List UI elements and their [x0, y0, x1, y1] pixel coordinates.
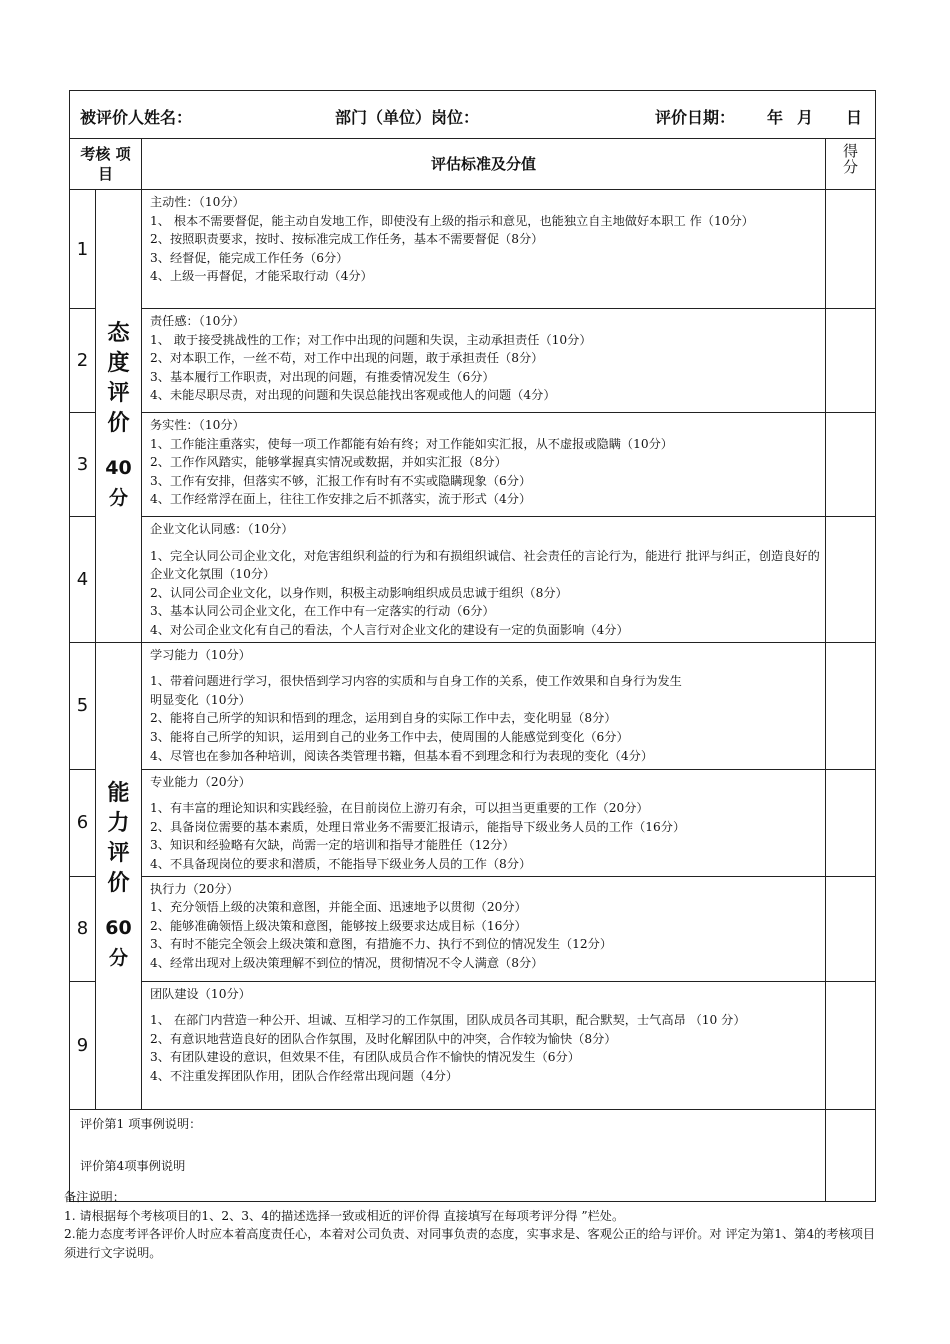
criteria-line: 2、按照职责要求，按时、按标准完成工作任务，基本不需要督促（8分） [150, 232, 544, 247]
evaluation-table [69, 90, 876, 1202]
criteria-line: 2、有意识地营造良好的团队合作氛围，及时化解团队中的冲突，合作较为愉快（8分） [150, 1031, 617, 1046]
criteria-line: 2、工作作风踏实，能够掌握真实情况或数据，并如实汇报（8分） [150, 455, 507, 470]
category-attitude [96, 190, 142, 643]
criteria-line: 专业能力（20分） [150, 774, 251, 789]
item-number: 5 [70, 642, 96, 769]
notes-line-1: 评价第1 项事例说明： [80, 1116, 202, 1131]
criteria-line: 4、上级一再督促，才能采取行动（4分） [150, 269, 373, 284]
criteria-cell [142, 876, 826, 981]
criteria-line: 1、带着问题进行学习，很快悟到学习内容的实质和与自身工作的关系，使工作效果和自身行为发生 [150, 674, 682, 689]
item-row [70, 876, 876, 981]
item-number: 6 [70, 769, 96, 876]
criteria-line: 3、知识和经验略有欠缺，尚需一定的培训和指导才能胜任（12分） [150, 838, 515, 853]
date-label: 评价日期： [655, 108, 736, 127]
item-row [70, 309, 876, 413]
criteria-line: 1、 根本不需要督促，能主动自发地工作，即使没有上级的指示和意见，也能独立自主地做好本职工 作（10分） [150, 213, 754, 228]
criteria-line: 1、完全认同公司企业文化，对危害组织利益的行为和有损组织诚信、社会责任的言论行为，能进行 批评与纠正，创造良好的企业文化氛围（10分） [150, 548, 820, 582]
criteria-line: 主动性：（10分） [150, 195, 245, 209]
criteria-line: 2、具备岗位需要的基本素质，处理日常业务不需要汇报请示，能指导下级业务人员的工作（16分） [150, 819, 686, 834]
criteria-line: 务实性：（10分） [150, 418, 245, 432]
criteria-column-header: 评估标准及分值 [142, 139, 826, 190]
criteria-line: 1、工作能注重落实，使每一项工作都能有始有终；对工作能如实汇报，从不虚报或隐瞒（10分） [150, 436, 673, 451]
criteria-cell [142, 413, 826, 517]
criteria-line: 2、对本职工作，一丝不苟，对工作中出现的问题，敢于承担责任（8分） [150, 351, 544, 366]
criteria-line: 学习能力（10分） [150, 647, 251, 662]
item-row [70, 413, 876, 517]
remarks [64, 1188, 882, 1262]
score-cell[interactable] [826, 517, 876, 643]
criteria-cell [142, 981, 826, 1109]
criteria-line: 团队建设（10分） [150, 986, 251, 1001]
criteria-cell [142, 769, 826, 876]
criteria-line: 3、有时不能完全领会上级决策和意图，有措施不力、执行不到位的情况发生（12分） [150, 937, 613, 952]
header-cell [70, 91, 876, 139]
category-name: 能力评价 [107, 780, 130, 896]
score-cell[interactable] [826, 876, 876, 981]
item-number: 1 [70, 190, 96, 309]
criteria-line: 4、未能尽职尽责，对出现的问题和失误总能找出客观或他人的问题（4分） [150, 388, 556, 403]
item-row [70, 769, 876, 876]
remarks-line-2: 2.能力态度考评各评价人时应本着高度责任心，本着对公司负责、对同事负责的态度，实事求是、客观公正的给与评价。对 评定为第1、第4的考核项目须进行文字说明。 [64, 1227, 876, 1260]
item-row [70, 981, 876, 1109]
criteria-spacer [150, 664, 821, 672]
criteria-line: 1、充分领悟上级的决策和意图，并能全面、迅速地予以贯彻（20分） [150, 900, 527, 915]
item-number: 9 [70, 981, 96, 1109]
criteria-cell [142, 190, 826, 309]
criteria-line: 责任感：（10分） [150, 314, 245, 328]
name-label: 被评价人姓名： [80, 108, 193, 127]
criteria-cell [142, 517, 826, 643]
criteria-line: 明显变化（10分） [150, 692, 251, 707]
column-header-row [70, 139, 876, 190]
notes-line-2: 评价第4项事例说明 [80, 1158, 186, 1173]
item-row [70, 190, 876, 309]
criteria-cell [142, 642, 826, 769]
criteria-line: 3、基本履行工作职责，对出现的问题，有推委情况发生（6分） [150, 369, 495, 384]
category-score: 40分 [105, 456, 132, 509]
criteria-line: 3、有团队建设的意识，但效果不佳，有团队成员合作不愉快的情况发生（6分） [150, 1050, 580, 1065]
category-name: 态度评价 [107, 320, 130, 436]
remarks-title: 备注说明： [64, 1190, 125, 1204]
score-cell[interactable] [826, 413, 876, 517]
score-column-header: 得分 [826, 139, 876, 190]
month-label: 月 [797, 108, 814, 127]
criteria-line: 4、经常出现对上级决策理解不到位的情况，贯彻情况不令人满意（8分） [150, 955, 544, 970]
criteria-line: 2、能够准确领悟上级决策和意图，能够按上级要求达成目标（16分） [150, 918, 527, 933]
item-row [70, 517, 876, 643]
category-ability [96, 642, 142, 1109]
criteria-line: 4、不具备现岗位的要求和潜质，不能指导下级业务人员的工作（8分） [150, 856, 532, 871]
criteria-line: 4、对公司企业文化有自己的看法，个人言行对企业文化的建设有一定的负面影响（4分） [150, 622, 629, 637]
criteria-line: 1、 敢于接受挑战性的工作；对工作中出现的问题和失误，主动承担责任（10分） [150, 332, 592, 347]
criteria-line: 3、基本认同公司企业文化，在工作中有一定落实的行动（6分） [150, 604, 495, 619]
criteria-line: 2、能将自己所学的知识和悟到的理念，运用到自身的实际工作中去，变化明显（8分） [150, 711, 617, 726]
item-number: 8 [70, 876, 96, 981]
remarks-line-1: 1. 请根据每个考核项目的1、2、3、4的描述选择一致或相近的评价得 直接填写在每项考评分得 ”栏处。 [64, 1208, 625, 1223]
item-number: 4 [70, 517, 96, 643]
criteria-line: 1、 在部门内营造一种公开、坦诚、互相学习的工作氛围，团队成员各司其职，配合默契，士气高昂 （10 分） [150, 1013, 746, 1028]
score-cell[interactable] [826, 309, 876, 413]
score-cell[interactable] [826, 642, 876, 769]
item-column-header: 考核 项目 [70, 139, 142, 190]
day-label: 日 [846, 108, 863, 127]
item-number: 2 [70, 309, 96, 413]
score-cell[interactable] [826, 190, 876, 309]
year-label: 年 [767, 108, 784, 127]
score-cell[interactable] [826, 981, 876, 1109]
criteria-line: 4、工作经常浮在面上，往往工作安排之后不抓落实，流于形式（4分） [150, 492, 532, 507]
criteria-spacer [150, 1003, 821, 1011]
criteria-line: 4、不注重发挥团队作用，团队合作经常出现问题（4分） [150, 1068, 459, 1083]
criteria-line: 3、经督促，能完成工作任务（6分） [150, 250, 349, 265]
criteria-line: 3、工作有安排，但落实不够，汇报工作有时有不实或隐瞒现象（6分） [150, 473, 532, 488]
dept-label: 部门（单位）岗位： [335, 108, 480, 127]
criteria-spacer [150, 539, 821, 547]
criteria-spacer [150, 791, 821, 799]
criteria-line: 执行力（20分） [150, 881, 239, 896]
criteria-line: 2、认同公司企业文化，以身作则，积极主动影响组织成员忠诚于组织（8分） [150, 585, 568, 600]
criteria-cell [142, 309, 826, 413]
item-number: 3 [70, 413, 96, 517]
criteria-line: 1、有丰富的理论知识和实践经验，在目前岗位上游刃有余，可以担当更重要的工作（20分） [150, 801, 649, 816]
criteria-line: 企业文化认同感：（10分） [150, 522, 294, 536]
item-row [70, 642, 876, 769]
criteria-line: 3、能将自己所学的知识，运用到自己的业务工作中去，使周围的人能感觉到变化（6分） [150, 729, 629, 744]
score-cell[interactable] [826, 769, 876, 876]
criteria-line: 4、尽管也在参加各种培训，阅读各类管理书籍，但基本看不到理念和行为表现的变化（4分） [150, 748, 654, 763]
header-row [70, 91, 876, 139]
category-score: 60分 [105, 916, 132, 969]
evaluation-form [69, 90, 875, 1202]
